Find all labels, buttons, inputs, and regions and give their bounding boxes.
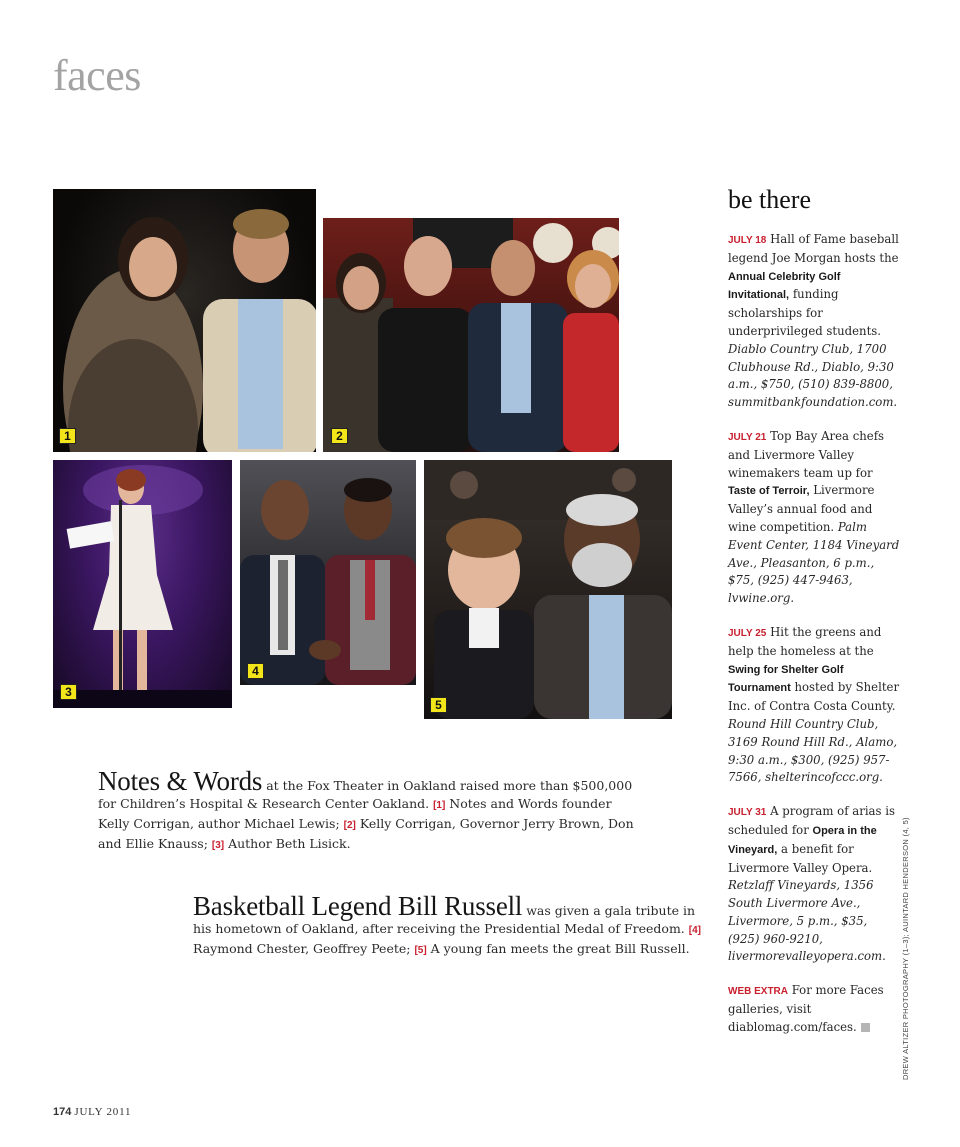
photo-credit: DREW ALTIZER PHOTOGRAPHY (1–3); AUINTARD HENDERSON (4, 5) xyxy=(901,817,910,1080)
photo-number-badge: 2 xyxy=(331,428,348,444)
event-date: JULY 18 xyxy=(728,235,767,246)
event-text: Hall of Fame baseball legend Joe Morgan hosts the xyxy=(728,232,899,265)
caption-text: was given a gala tribute in his hometown of Oakland, after receiving the Presidential Medal of Freedom. xyxy=(193,903,696,936)
caption-bill-russell xyxy=(193,891,703,960)
event-text: a benefit for Livermore Valley Opera. xyxy=(728,841,873,875)
web-extra-label: WEB EXTRA xyxy=(728,986,788,998)
photo-5 xyxy=(424,460,672,719)
caption-text: Raymond Chester, Geoffrey Peete; xyxy=(193,941,415,956)
photo-number-badge: 4 xyxy=(247,663,264,679)
caption-text: Author Beth Lisick. xyxy=(224,836,351,851)
event-name: Taste of Terroir, xyxy=(728,485,810,498)
event-date: JULY 21 xyxy=(728,431,767,443)
event-text: A program of arias is scheduled for xyxy=(728,804,895,837)
web-extra-text: For more Faces galleries, visit diablomag.com/faces. xyxy=(728,983,884,1034)
caption-headline: Basketball Legend Bill Russell xyxy=(193,891,523,921)
photo-5-image xyxy=(424,460,672,719)
event-venue: Palm Event Center, 1184 Vineyard Ave., Pleasanton, 6 p.m., $75, (925) 447-9463, lvwine.org. xyxy=(728,519,900,606)
caption-text: Kelly Corrigan, Governor Jerry Brown, Don and Ellie Knauss; xyxy=(98,816,634,851)
photo-ref: [5] xyxy=(414,945,427,956)
page-folio xyxy=(53,1106,131,1118)
section-title: faces xyxy=(53,51,141,100)
events-sidebar xyxy=(728,231,900,1053)
event-venue: Round Hill Country Club, 3169 Round Hill Rd., Alamo, 9:30 a.m., $300, (925) 957-7566, shelterincofccc.org. xyxy=(728,716,898,785)
caption-notes-and-words xyxy=(98,766,638,855)
event-item xyxy=(728,231,900,412)
photo-number-badge: 5 xyxy=(430,697,447,713)
event-item xyxy=(728,624,900,787)
photo-1-image xyxy=(53,189,316,452)
event-name: Annual Celebrity Golf Invitational, xyxy=(728,270,841,302)
photo-ref: [3] xyxy=(211,840,225,851)
event-text: funding scholarships for underprivileged students. xyxy=(728,287,881,338)
issue-date: JULY 2011 xyxy=(74,1106,132,1118)
photo-2-image xyxy=(323,218,619,452)
photo-1 xyxy=(53,189,316,452)
event-name: Swing for Shelter Golf Tournament xyxy=(728,663,844,695)
event-text: Hit the greens and help the homeless at the xyxy=(728,624,882,658)
event-item xyxy=(728,803,900,966)
photo-ref: [4] xyxy=(688,925,701,936)
page-number: 174 xyxy=(53,1106,72,1118)
sidebar-title: be there xyxy=(728,185,812,214)
photo-3-image xyxy=(53,460,232,708)
photo-ref: [2] xyxy=(343,820,356,831)
event-text: Top Bay Area chefs and Livermore Valley winemakers team up for xyxy=(728,428,885,480)
event-venue: Diablo Country Club, 1700 Clubhouse Rd., Diablo, 9:30 a.m., $750, (510) 839-8800, summitbankfoundation.com. xyxy=(728,341,898,410)
caption-headline: Notes & Words xyxy=(98,766,263,796)
photo-number-badge: 1 xyxy=(59,428,76,444)
photo-4 xyxy=(240,460,416,685)
event-text: hosted by Shelter Inc. of Contra Costa County. xyxy=(728,680,900,714)
caption-text: Notes and Words founder Kelly Corrigan, author Michael Lewis; xyxy=(98,796,612,831)
event-date: JULY 25 xyxy=(728,627,767,639)
photo-2 xyxy=(323,218,619,452)
event-venue: Retzlaff Vineyards, 1356 South Livermore Ave., Livermore, 5 p.m., $35, (925) 960-9210, livermorevalleyopera.com. xyxy=(728,878,886,964)
photo-ref: [1] xyxy=(433,800,446,811)
event-text: Livermore Valley’s annual food and wine competition. xyxy=(728,483,875,534)
end-mark-icon xyxy=(861,1023,870,1032)
web-extra xyxy=(728,982,900,1036)
caption-text: A young fan meets the great Bill Russell. xyxy=(426,941,690,956)
photo-number-badge: 3 xyxy=(60,684,77,700)
photo-4-image xyxy=(240,460,416,685)
photo-3 xyxy=(53,460,232,708)
event-date: JULY 31 xyxy=(728,807,767,819)
event-name: Opera in the Vineyard, xyxy=(728,824,877,856)
event-item xyxy=(728,428,900,608)
caption-text: at the Fox Theater in Oakland raised more than $500,000 for Children’s Hospital & Research Center Oakland. xyxy=(98,778,633,811)
